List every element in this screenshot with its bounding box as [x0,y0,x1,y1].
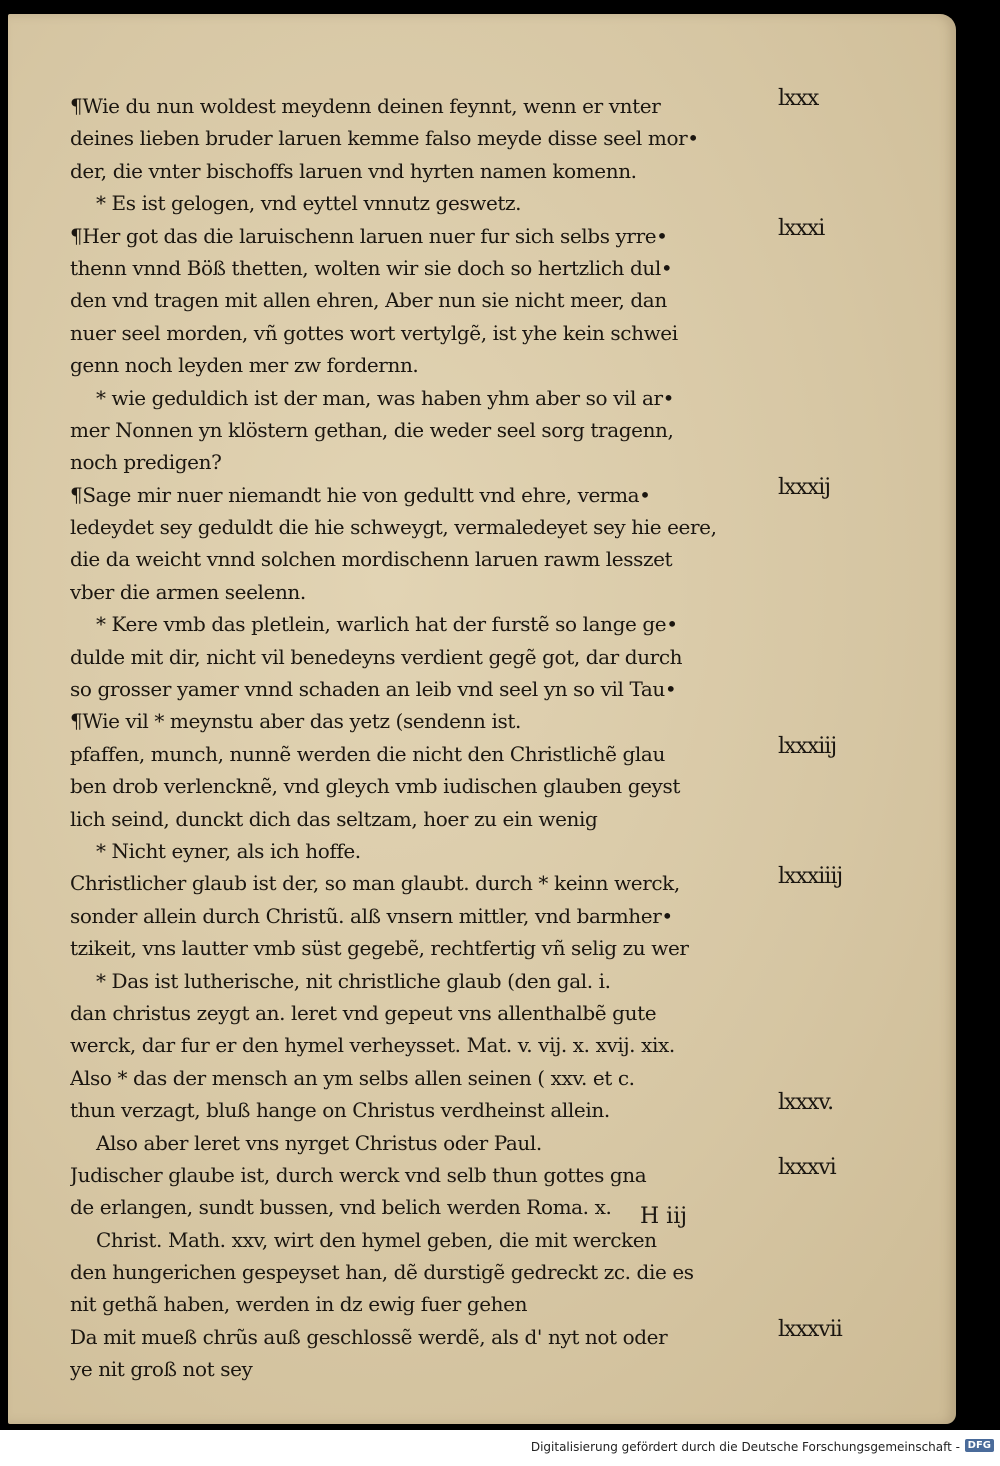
text-line: de erlangen, sundt bussen, vnd belich werden Roma. x. [70,1195,612,1220]
text-line: Christlicher glaub ist der, so man glaubt. durch * keinn werck, [70,871,680,896]
text-line: ben drob verlencknẽ, vnd gleych vmb iudischen glauben geyst [70,774,680,799]
text-line: thenn vnnd Böß thetten, wolten wir sie doch so hertzlich dul• [70,255,673,280]
text-line: * wie geduldich ist der man, was haben yhm aber so vil ar• [96,385,675,410]
text-line: genn noch leyden mer zw fordernn. [70,353,419,378]
text-line: noch predigen? [70,450,222,475]
text-line: thun verzagt, bluß hange on Christus verdheinst allein. [70,1098,610,1123]
margin-note: lxxxv. [778,1090,834,1116]
text-line: Judischer glaube ist, durch werck vnd selb thun gottes gna [70,1162,647,1187]
text-line: * Das ist lutherische, nit christliche glaub (den gal. i. [96,968,611,993]
text-line: ¶Sage mir nuer niemandt hie von gedultt vnd ehre, verma• [70,482,651,507]
text-line: die da weicht vnnd solchen mordischenn laruen rawm lesszet [70,547,673,572]
text-line: der, die vnter bischoffs laruen vnd hyrten namen komenn. [70,158,637,183]
text-line: * Es ist gelogen, vnd eyttel vnnutz geswetz. [96,191,522,216]
text-line: Christ. Math. xxv, wirt den hymel geben, die mit wercken [96,1227,657,1252]
margin-notes [778,14,868,1343]
text-line: deines lieben bruder laruen kemme falso meyde disse seel mor• [70,126,699,151]
dfg-logo: DFG [965,1439,994,1452]
text-line: dulde mit dir, nicht vil benedeyns verdient gegẽ got, dar durch [70,644,683,669]
text-line: ¶Wie du nun woldest meydenn deinen feynnt, wenn er vnter [70,94,661,118]
text-line: so grosser yamer vnnd schaden an leib vnd seel yn so vil Tau• [70,677,677,702]
text-line: * Nicht eyner, als ich hoffe. [96,838,361,863]
text-line: tzikeit, vns lautter vmb süst gegebẽ, rechtfertig vñ selig zu wer [70,936,689,961]
text-line: ¶Her got das die laruischenn laruen nuer fur sich selbs yrre• [70,223,668,248]
text-line: ye nit groß not sey [70,1357,253,1382]
text-line: den hungerichen gespeyset han, dẽ durstigẽ gedreckt zc. die es [70,1260,694,1285]
text-line: lich seind, dunckt dich das seltzam, hoer zu ein wenig [70,806,598,831]
funding-credit: Digitalisierung gefördert durch die Deutsche Forschungsgemeinschaft - [530,1440,960,1454]
text-line: pfaffen, munch, nunnẽ werden die nicht den Christlichẽ glau [70,741,665,766]
text-line: Also * das der mensch an ym selbs allen seinen ( xxv. et c. [70,1065,635,1090]
text-line: Da mit mueß chrũs auß geschlossẽ werdẽ, als d' nyt not oder [70,1324,668,1349]
margin-note: lxxxi [778,215,825,241]
footer-bar [0,1430,1000,1466]
signature-mark: H iij [640,1204,688,1229]
text-line: sonder allein durch Christũ. alß vnsern mittler, vnd barmher• [70,903,673,928]
margin-note: lxxxvi [778,1155,836,1181]
margin-note: lxxxiij [778,734,837,759]
text-line: * Kere vmb das pletlein, warlich hat der furstẽ so lange ge• [96,612,678,637]
margin-note: lxxxvii [778,1317,842,1343]
book-page [8,14,956,1424]
text-line: dan christus zeygt an. leret vnd gepeut vns allenthalbẽ gute [70,1000,657,1025]
margin-note: lxxx [778,86,819,111]
text-line: werck, dar fur er den hymel verheysset. Mat. v. vij. x. xvij. xix. [70,1033,675,1058]
text-line: ledeydet sey geduldt die hie schweygt, vermaledeyet sey hie eere, [70,515,717,540]
text-line: mer Nonnen yn klöstern gethan, die weder seel sorg tragenn, [70,417,674,442]
text-line: vber die armen seelenn. [70,579,306,604]
text-line: Also aber leret vns nyrget Christus oder Paul. [96,1130,542,1155]
margin-note: lxxxij [778,474,831,500]
text-line: nuer seel morden, vñ gottes wort vertylgẽ, ist yhe kein schwei [70,320,678,345]
page-text [70,90,770,1386]
text-line: den vnd tragen mit allen ehren, Aber nun sie nicht meer, dan [70,288,667,313]
text-line: nit gethã haben, werden in dz ewig fuer gehen [70,1292,528,1317]
margin-note: lxxxiiij [778,863,843,889]
text-line: ¶Wie vil * meynstu aber das yetz (sendenn ist. [70,709,521,734]
